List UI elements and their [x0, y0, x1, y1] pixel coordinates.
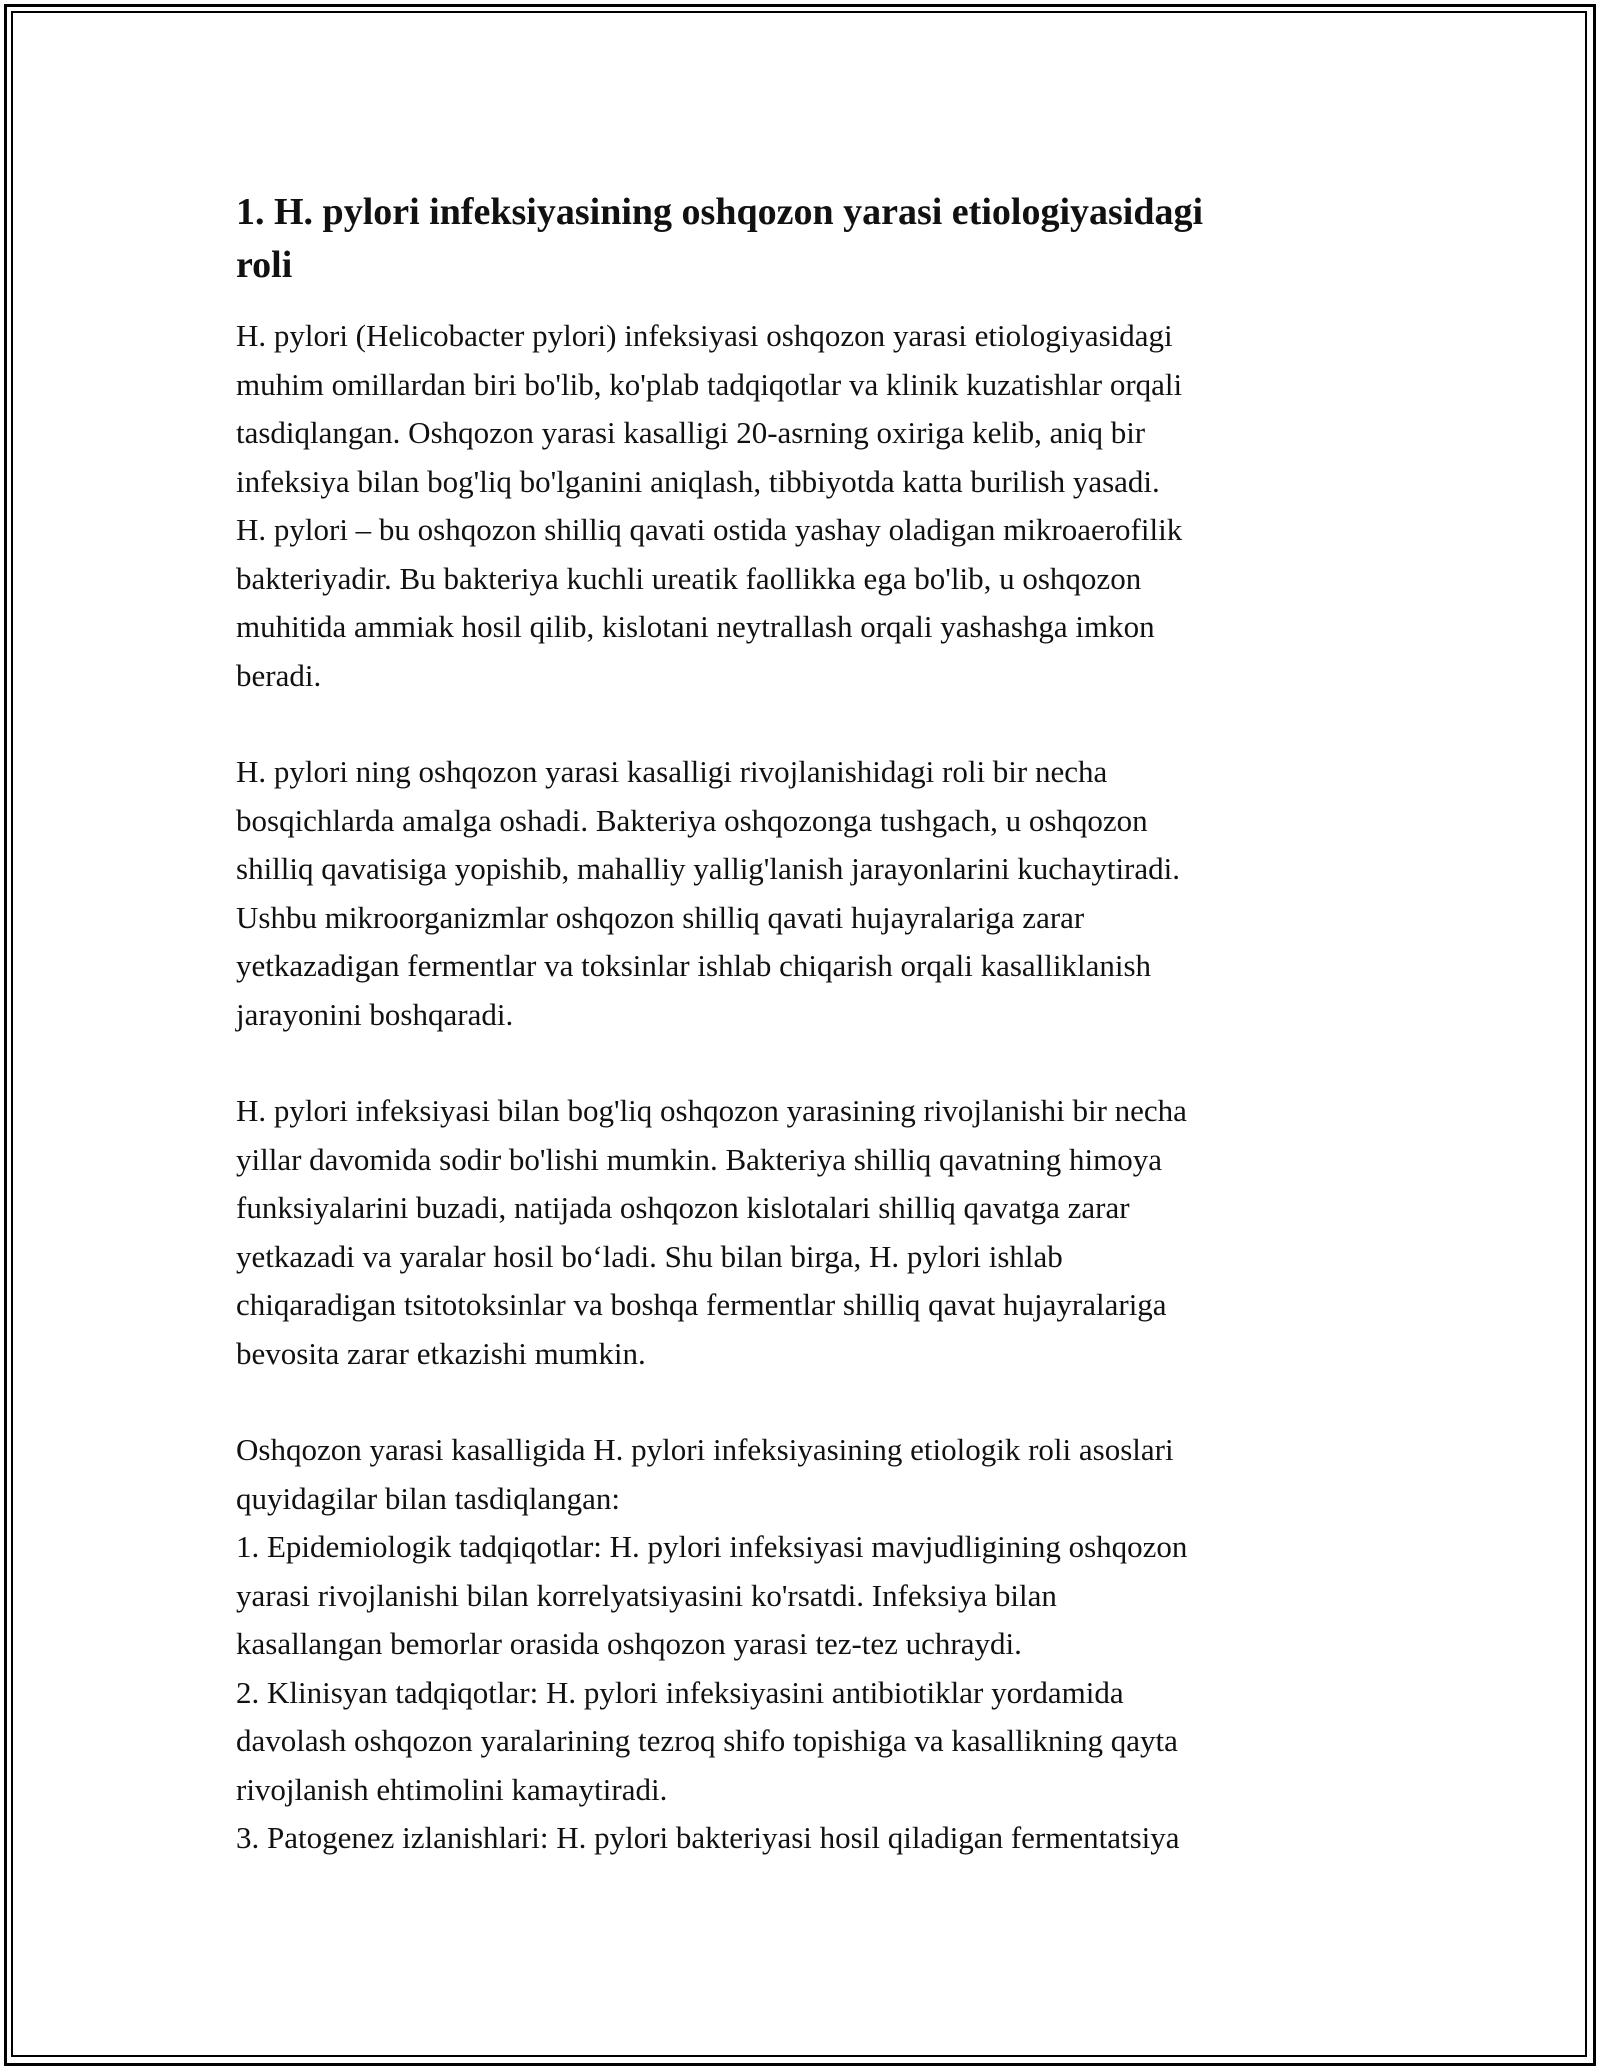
text-line: kasallangan bemorlar orasida oshqozon yarasi tez-tez uchraydi. [236, 1626, 1022, 1661]
text-line: chiqaradigan tsitotoksinlar va boshqa fermentlar shilliq qavat hujayralariga [236, 1287, 1167, 1322]
text-line: Oshqozon yarasi kasalligida H. pylori infeksiyasining etiologik roli asoslari [236, 1432, 1174, 1467]
text-line: H. pylori ning oshqozon yarasi kasalligi rivojlanishidagi roli bir necha [236, 754, 1108, 789]
text-line: Ushbu mikroorganizmlar oshqozon shilliq qavati hujayralariga zarar [236, 899, 1085, 935]
heading-line: roli [236, 244, 293, 286]
text-line: beradi. [236, 657, 322, 693]
text-line: yetkazadi va yaralar hosil bo‘ladi. Shu bilan birga, H. pylori ishlab [236, 1238, 1063, 1274]
text-line: muhim omillardan biri bo'lib, ko'plab tadqiqotlar va klinik kuzatishlar orqali [236, 366, 1183, 402]
text-line: bevosita zarar etkazishi mumkin. [236, 1335, 646, 1371]
text-line: H. pylori (Helicobacter pylori) infeksiyasi oshqozon yarasi etiologiyasidagi [236, 318, 1173, 353]
text-line: jarayonini boshqaradi. [236, 996, 514, 1032]
paragraph-stages [236, 748, 1376, 1039]
text-line: funksiyalarini buzadi, natijada oshqozon kislotalari shilliq qavatga zarar [236, 1190, 1130, 1225]
section-heading [236, 186, 1376, 292]
paragraph-development [236, 1087, 1376, 1378]
document-body [236, 186, 1376, 1863]
list-item-pathogenesis: 3. Patogenez izlanishlari: H. pylori bakteriyasi hosil qiladigan fermentatsiya [236, 1820, 1180, 1855]
paragraph-evidence [236, 1426, 1376, 1863]
text-line: yillar davomida sodir bo'lishi mumkin. Bakteriya shilliq qavatning himoya [236, 1141, 1162, 1177]
list-item-epidemiology: 1. Epidemiologik tadqiqotlar: H. pylori infeksiyasi mavjudligining oshqozon [236, 1529, 1188, 1564]
text-line: bosqichlarda amalga oshadi. Bakteriya oshqozonga tushgach, u oshqozon [236, 802, 1148, 838]
text-line: bakteriyadir. Bu bakteriya kuchli ureatik faollikka ega bo'lib, u oshqozon [236, 560, 1142, 596]
text-line: davolash oshqozon yaralarining tezroq shifo topishiga va kasallikning qayta [236, 1723, 1178, 1758]
text-line: H. pylori – bu oshqozon shilliq qavati ostida yashay oladigan mikroaerofilik [236, 512, 1183, 547]
text-line: rivojlanish ehtimolini kamaytiradi. [236, 1771, 668, 1807]
paragraph-intro [236, 312, 1376, 700]
text-line: tasdiqlangan. Oshqozon yarasi kasalligi 20-asrning oxiriga kelib, aniq bir [236, 415, 1146, 450]
text-line: yetkazadigan fermentlar va toksinlar ishlab chiqarish orqali kasalliklanish [236, 948, 1152, 983]
text-line: H. pylori infeksiyasi bilan bog'liq oshqozon yarasining rivojlanishi bir necha [236, 1093, 1187, 1128]
heading-line: 1. H. pylori infeksiyasining oshqozon yarasi etiologiyasidagi [236, 191, 1204, 233]
text-line: shilliq qavatisiga yopishib, mahalliy yallig'lanish jarayonlarini kuchaytiradi. [236, 851, 1181, 886]
list-item-clinical: 2. Klinisyan tadqiqotlar: H. pylori infeksiyasini antibiotiklar yordamida [236, 1674, 1124, 1710]
text-line: muhitida ammiak hosil qilib, kislotani neytrallash orqali yashashga imkon [236, 609, 1155, 644]
text-line: quyidagilar bilan tasdiqlangan: [236, 1480, 620, 1516]
text-line: infeksiya bilan bog'liq bo'lganini aniqlash, tibbiyotda katta burilish yasadi. [236, 463, 1160, 499]
text-line: yarasi rivojlanishi bilan korrelyatsiyasini ko'rsatdi. Infeksiya bilan [236, 1577, 1057, 1613]
